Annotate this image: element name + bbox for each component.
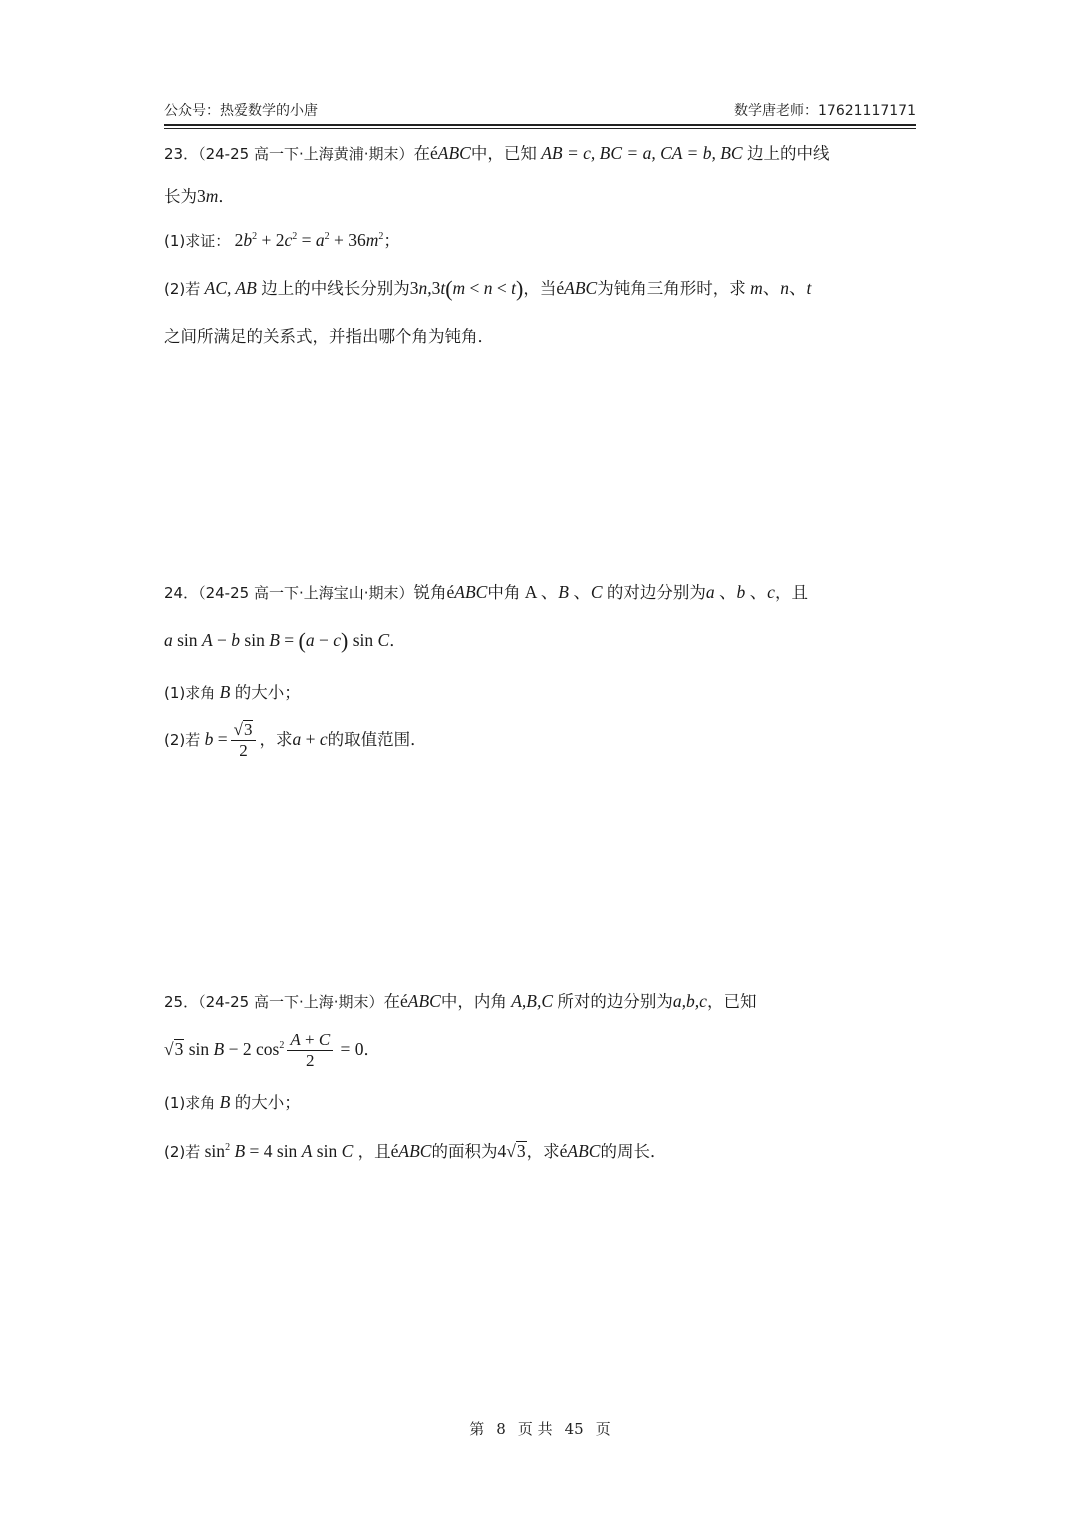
stem-text: 锐角 [413,583,447,602]
problem-23-stem-line2 [164,184,916,209]
triangle-symbol: é [430,143,438,163]
problem-25-stem-line2: √3 sin B − 2 $\cos^2$ $\frac{A + C}{2}$ = 0． [164,1030,381,1070]
stem-text: ，且 [357,1142,391,1161]
math-expression: $2b^2 + 2c^2 = a^2 + 36m^2$ [230,230,384,250]
part-label: (1)求角 [164,1094,216,1112]
part-label: (2)若 [164,731,201,749]
stem-text: ． [363,1040,381,1059]
problem-23-stem-line1 [164,141,916,166]
problem-25-stem-line1 [164,989,916,1014]
stem-text: ． [218,187,235,206]
page-header [164,100,916,124]
stem-text: 的大小； [234,1093,301,1112]
problem-number: 24． [164,584,199,602]
problem-24-stem-line2 [164,628,916,653]
fraction-a-plus-c-over-2: $\frac{A + C}{2}$ [287,1030,333,1071]
math-expression: 3m [197,186,219,206]
problem-24-part2: (2)若 b = $\frac{√3}{2}$ ，求a + c的取值范围． [164,720,427,760]
math-expression: a sin A − b sin B = (a − c) sin C [164,628,390,653]
math-expression: $\sin^2 B = 4$ sin A sin C [200,1141,354,1161]
problem-source: （24-25 高一下·上海黄浦·期末） [198,145,414,163]
stem-text: ． [389,631,406,650]
math-expression: a,b,c [672,991,707,1011]
math-expression: a + c [292,729,328,749]
triangle-name: ABC [407,991,441,1011]
part-label: (1)求证： [164,232,231,250]
stem-text: ，且 [774,583,808,602]
stem-text: ，求 [259,730,293,749]
stem-text: 的取值范围． [327,730,427,749]
footer-suffix: 页 [595,1420,611,1438]
part-label: (2)若 [164,280,201,298]
math-expression: A,B,C [506,991,558,1011]
footer-prefix: 第 [469,1420,485,1438]
stem-text: 在 [413,144,430,163]
stem-text: ，求 [526,1142,560,1161]
math-expression: a [705,582,715,602]
math-expression: AC, AB [200,278,262,298]
triangle-name: ABC [454,582,488,602]
stem-text: ； [383,231,400,250]
stem-text: 的面积为 [431,1142,498,1161]
math-expression: m、n、t [750,278,812,298]
stem-text: 边上的中线 [746,144,830,163]
triangle-name: ABC [398,1141,432,1161]
stem-text: ，已知 [706,992,757,1011]
math-expression: A 、B 、C [520,582,603,602]
math-expression: B [215,682,235,702]
footer-mid: 页 共 [517,1420,553,1438]
header-rule-thick [164,124,916,126]
fraction-sqrt3-over-2: $\frac{√3}{2}$ [231,720,257,761]
stem-text: 中角 [487,583,521,602]
stem-text: 之间所满足的关系式，并指出哪个角为钝角． [164,327,494,346]
stem-text: 的对边分别为 [606,583,706,602]
math-expression: AB = c, BC = a, CA = b, BC [536,143,747,163]
triangle-symbol: é [400,991,408,1011]
problem-source: （24-25 高一下·上海宝山·期末） [198,584,414,602]
triangle-symbol: é [446,582,455,602]
problem-23-part2-line1 [164,276,916,301]
header-right-text: 数学唐老师：17621117171 [734,103,916,119]
problem-source: （24-25 高一下·上海·期末） [198,993,384,1011]
math-expression: √3 sin B − 2 $\cos^2$ [164,1039,285,1059]
problem-24-stem-line1: 24．（24-25 高一下·上海宝山·期末）锐角éABC中角 A 、B 、C 的对边分别为a 、b 、c，且 [164,582,808,602]
problem-number: 25． [164,993,199,1011]
page-footer [0,1418,1080,1439]
stem-text: ，当 [523,279,557,298]
triangle-symbol: é [390,1141,399,1161]
triangle-symbol: é [556,278,565,298]
problem-23-part2-line2 [164,325,916,349]
problem-24-part1 [164,680,916,705]
part-label: (1)求角 [164,684,216,702]
problem-25-part1 [164,1090,916,1115]
problem-number: 23． [164,145,199,163]
stem-text: 为钝角三角形时，求 [597,279,746,298]
math-expression: 3n,3t(m < n < t) [409,276,524,301]
math-expression: B [215,1092,235,1112]
total-pages: 45 [564,1420,584,1438]
triangle-symbol: é [559,1141,568,1161]
triangle-name: ABC [437,143,471,163]
triangle-name: ABC [567,1141,601,1161]
stem-text: 中，已知 [470,144,537,163]
stem-text: 所对的边分别为 [557,992,673,1011]
math-expression: b [200,729,214,749]
stem-text: 中，内角 [440,992,507,1011]
problem-25-part2 [164,1139,916,1164]
part-label: (2)若 [164,1143,201,1161]
stem-text: 长为 [164,187,197,206]
header-left-text: 公众号：热爱数学的小唐 [164,103,318,119]
stem-text: 在 [383,992,400,1011]
math-expression: 4√3 [497,1141,526,1161]
stem-text: 的周长． [600,1142,667,1161]
header-rule-thin [164,128,916,129]
stem-text: 的大小； [234,683,301,702]
problem-23-part1 [164,228,916,253]
triangle-name: ABC [564,278,598,298]
stem-text: 边上的中线长分别为 [261,279,410,298]
page-number: 8 [496,1420,506,1438]
